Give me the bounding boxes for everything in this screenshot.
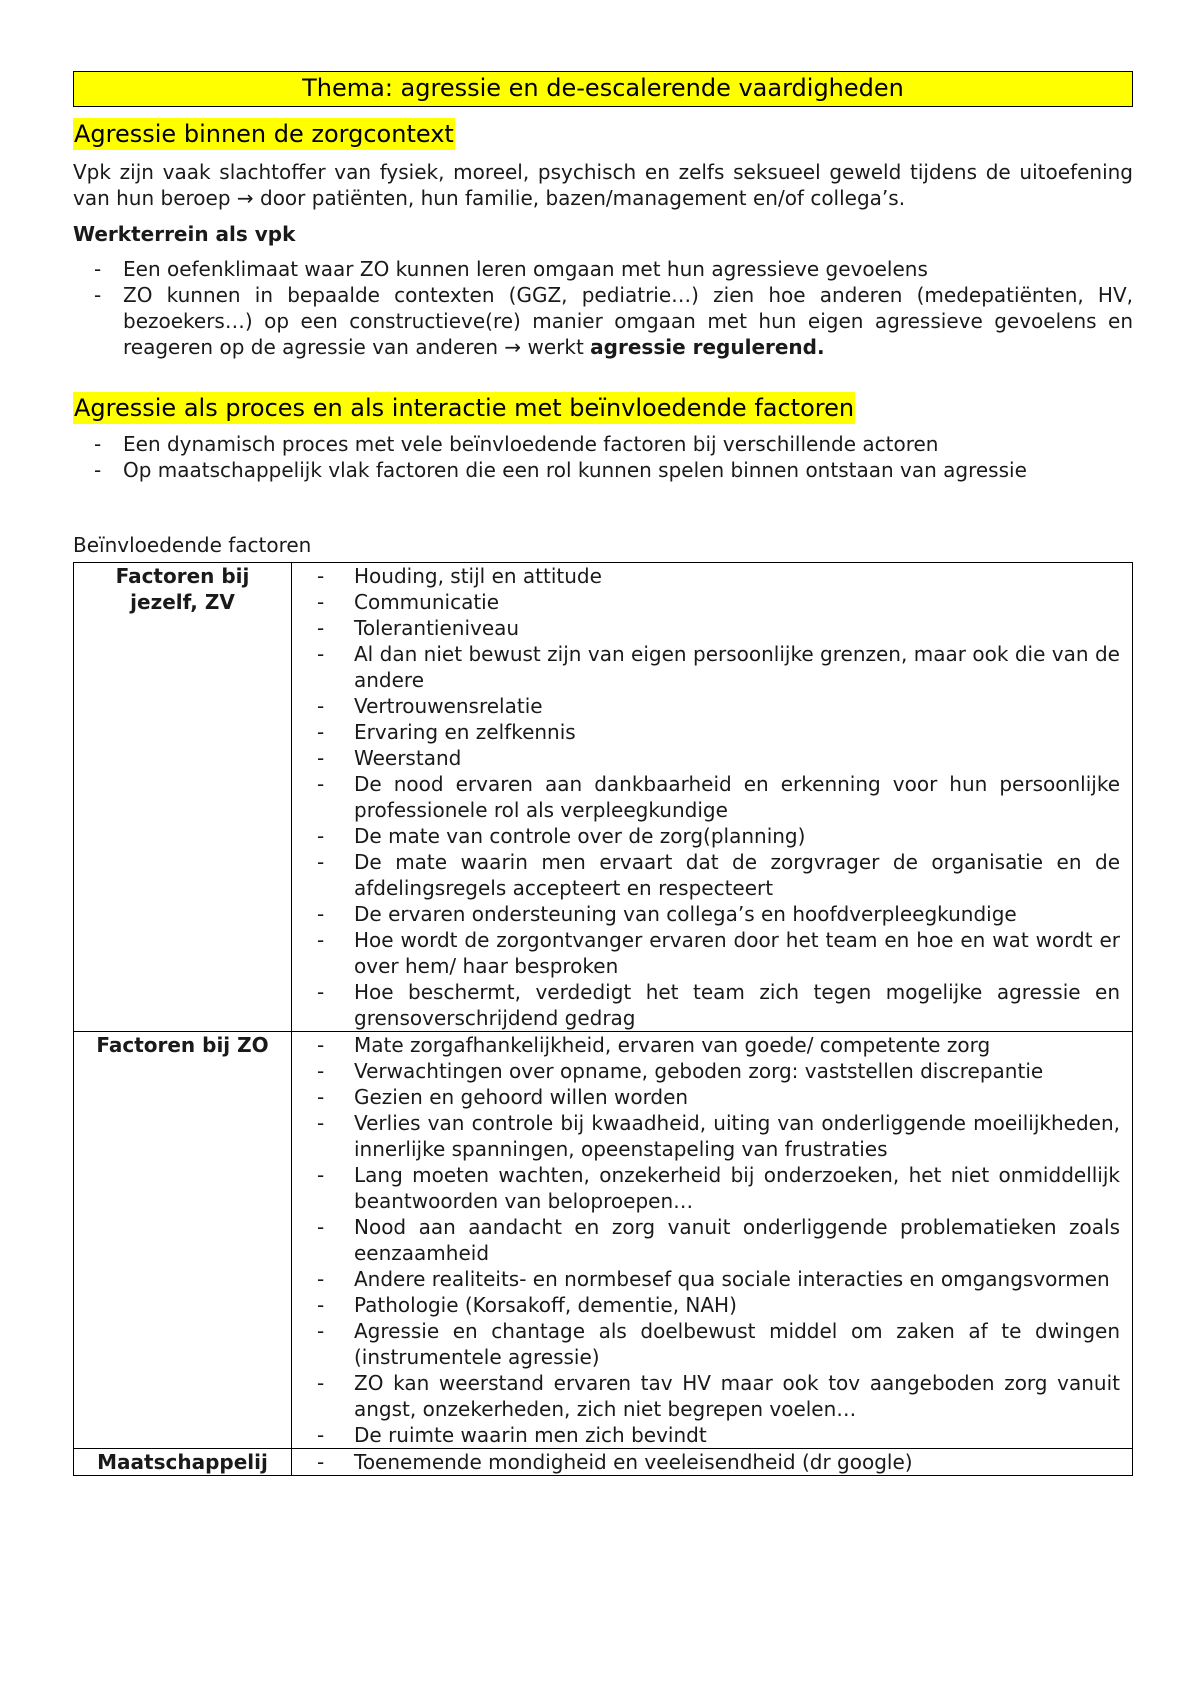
dash-bullet-icon: -	[317, 590, 325, 614]
table-row	[74, 1032, 1133, 1449]
list-item: - Verwachtingen over opname, geboden zorg: vaststellen discrepantie	[317, 1059, 1044, 1083]
dash-bullet-icon: -	[317, 902, 325, 926]
dash-bullet-icon: -	[94, 257, 102, 281]
werkterrein-list	[73, 256, 1133, 360]
dash-bullet-icon: -	[317, 1450, 325, 1474]
dash-bullet-icon: -	[317, 1423, 325, 1447]
intro-paragraph: Vpk zijn vaak slachtoffer van fysiek, moreel, psychisch en zelfs seksueel geweld tijdens de uitoefening van hun beroep → door patiënten, hun familie, bazen/management en/of collega’s.	[73, 160, 1133, 210]
subheading-werkterrein: Werkterrein als vpk	[73, 222, 296, 246]
list-item: - ZO kunnen in bepaalde contexten (GGZ, pediatrie…) zien hoe anderen (medepatiënten, HV, bezoekers…) op een constructieve(re) manier omgaan met hun eigen agressieve gevoelens en reageren op de agressie van anderen → werkt agressie regulerend.	[94, 283, 1133, 359]
dash-bullet-icon: -	[317, 1033, 325, 1057]
list-item: - De mate waarin men ervaart dat de zorgvrager de organisatie en de afdelingsregels accepteert en respecteert	[317, 850, 1120, 900]
list-item: - Pathologie (Korsakoff, dementie, NAH)	[317, 1293, 737, 1317]
dash-bullet-icon: -	[317, 564, 325, 588]
list-item: - Ervaring en zelfkennis	[317, 720, 576, 744]
list-item: - Hoe wordt de zorgontvanger ervaren door het team en hoe en wat wordt er over hem/ haar besproken	[317, 928, 1120, 978]
dash-bullet-icon: -	[317, 1085, 325, 1109]
factor-category: Factoren bij ZO	[74, 1032, 292, 1449]
list-item: - Houding, stijl en attitude	[317, 564, 602, 588]
dash-bullet-icon: -	[317, 824, 325, 848]
list-item: - Al dan niet bewust zijn van eigen persoonlijke grenzen, maar ook die van de andere	[317, 642, 1120, 692]
list-item: - Weerstand	[317, 746, 462, 770]
dash-bullet-icon: -	[94, 458, 102, 482]
section-heading-zorgcontext: Agressie binnen de zorgcontext	[74, 120, 454, 148]
list-item: - De nood ervaren aan dankbaarheid en erkenning voor hun persoonlijke professionele rol als verpleegkundige	[317, 772, 1120, 822]
bold-emphasis: agressie regulerend.	[590, 335, 825, 359]
factor-category: Maatschappelij	[74, 1449, 292, 1476]
dash-bullet-icon: -	[94, 432, 102, 456]
proces-list	[73, 431, 1133, 483]
dash-bullet-icon: -	[317, 980, 325, 1004]
dash-bullet-icon: -	[317, 1293, 325, 1317]
list-item: - Vertrouwensrelatie	[317, 694, 543, 718]
list-item: - Verlies van controle bij kwaadheid, uiting van onderliggende moeilijkheden, innerlijke spanningen, opeenstapeling van frustraties	[317, 1111, 1120, 1161]
list-item: - Toenemende mondigheid en veeleisendheid (dr google)	[317, 1450, 913, 1474]
table-caption: Beïnvloedende factoren	[73, 533, 312, 557]
factor-items-cell	[292, 1032, 1133, 1449]
list-item: - De ervaren ondersteuning van collega’s en hoofdverpleegkundige	[317, 902, 1017, 926]
list-item: - ZO kan weerstand ervaren tav HV maar ook tov aangeboden zorg vanuit angst, onzekerheden, zich niet begrepen voelen…	[317, 1371, 1120, 1421]
factor-category: Factoren bij jezelf, ZV	[74, 563, 292, 1032]
dash-bullet-icon: -	[317, 720, 325, 744]
list-item: - Nood aan aandacht en zorg vanuit onderliggende problematieken zoals eenzaamheid	[317, 1215, 1120, 1265]
dash-bullet-icon: -	[317, 1163, 325, 1187]
dash-bullet-icon: -	[317, 928, 325, 952]
dash-bullet-icon: -	[317, 746, 325, 770]
dash-bullet-icon: -	[317, 772, 325, 796]
document-title: Thema: agressie en de-escalerende vaardigheden	[73, 71, 1133, 107]
dash-bullet-icon: -	[317, 1111, 325, 1135]
dash-bullet-icon: -	[317, 1319, 325, 1343]
section-heading-proces: Agressie als proces en als interactie met beïnvloedende factoren	[74, 394, 855, 422]
list-item: - Mate zorgafhankelijkheid, ervaren van goede/ competente zorg	[317, 1033, 991, 1057]
dash-bullet-icon: -	[317, 616, 325, 640]
dash-bullet-icon: -	[317, 1215, 325, 1239]
factor-items-cell	[292, 1449, 1133, 1476]
factors-table	[73, 562, 1133, 1476]
table-row	[74, 1449, 1133, 1476]
list-item: - Lang moeten wachten, onzekerheid bij onderzoeken, het niet onmiddellijk beantwoorden van beloproepen…	[317, 1163, 1120, 1213]
list-item: - De mate van controle over de zorg(planning)	[317, 824, 806, 848]
dash-bullet-icon: -	[317, 1371, 325, 1395]
factor-items-cell	[292, 563, 1133, 1032]
list-item: - Een dynamisch proces met vele beïnvloedende factoren bij verschillende actoren	[94, 432, 939, 456]
list-item: - Een oefenklimaat waar ZO kunnen leren omgaan met hun agressieve gevoelens	[94, 257, 928, 281]
list-item: - Gezien en gehoord willen worden	[317, 1085, 689, 1109]
list-item: - Hoe beschermt, verdedigt het team zich tegen mogelijke agressie en grensoverschrijdend gedrag	[317, 980, 1120, 1030]
table-row	[74, 563, 1133, 1032]
list-item: - Tolerantieniveau	[317, 616, 520, 640]
dash-bullet-icon: -	[317, 1059, 325, 1083]
dash-bullet-icon: -	[317, 1267, 325, 1291]
dash-bullet-icon: -	[317, 642, 325, 666]
factor-list	[292, 1449, 1120, 1475]
dash-bullet-icon: -	[94, 283, 102, 307]
list-item: - Op maatschappelijk vlak factoren die een rol kunnen spelen binnen ontstaan van agressie	[94, 458, 1027, 482]
factor-list	[292, 1032, 1120, 1448]
factor-list	[292, 563, 1120, 1031]
list-item: - Communicatie	[317, 590, 500, 614]
list-item: - Andere realiteits- en normbesef qua sociale interacties en omgangsvormen	[317, 1267, 1110, 1291]
list-item: - De ruimte waarin men zich bevindt	[317, 1423, 707, 1447]
dash-bullet-icon: -	[317, 694, 325, 718]
dash-bullet-icon: -	[317, 850, 325, 874]
list-item: - Agressie en chantage als doelbewust middel om zaken af te dwingen (instrumentele agressie)	[317, 1319, 1120, 1369]
